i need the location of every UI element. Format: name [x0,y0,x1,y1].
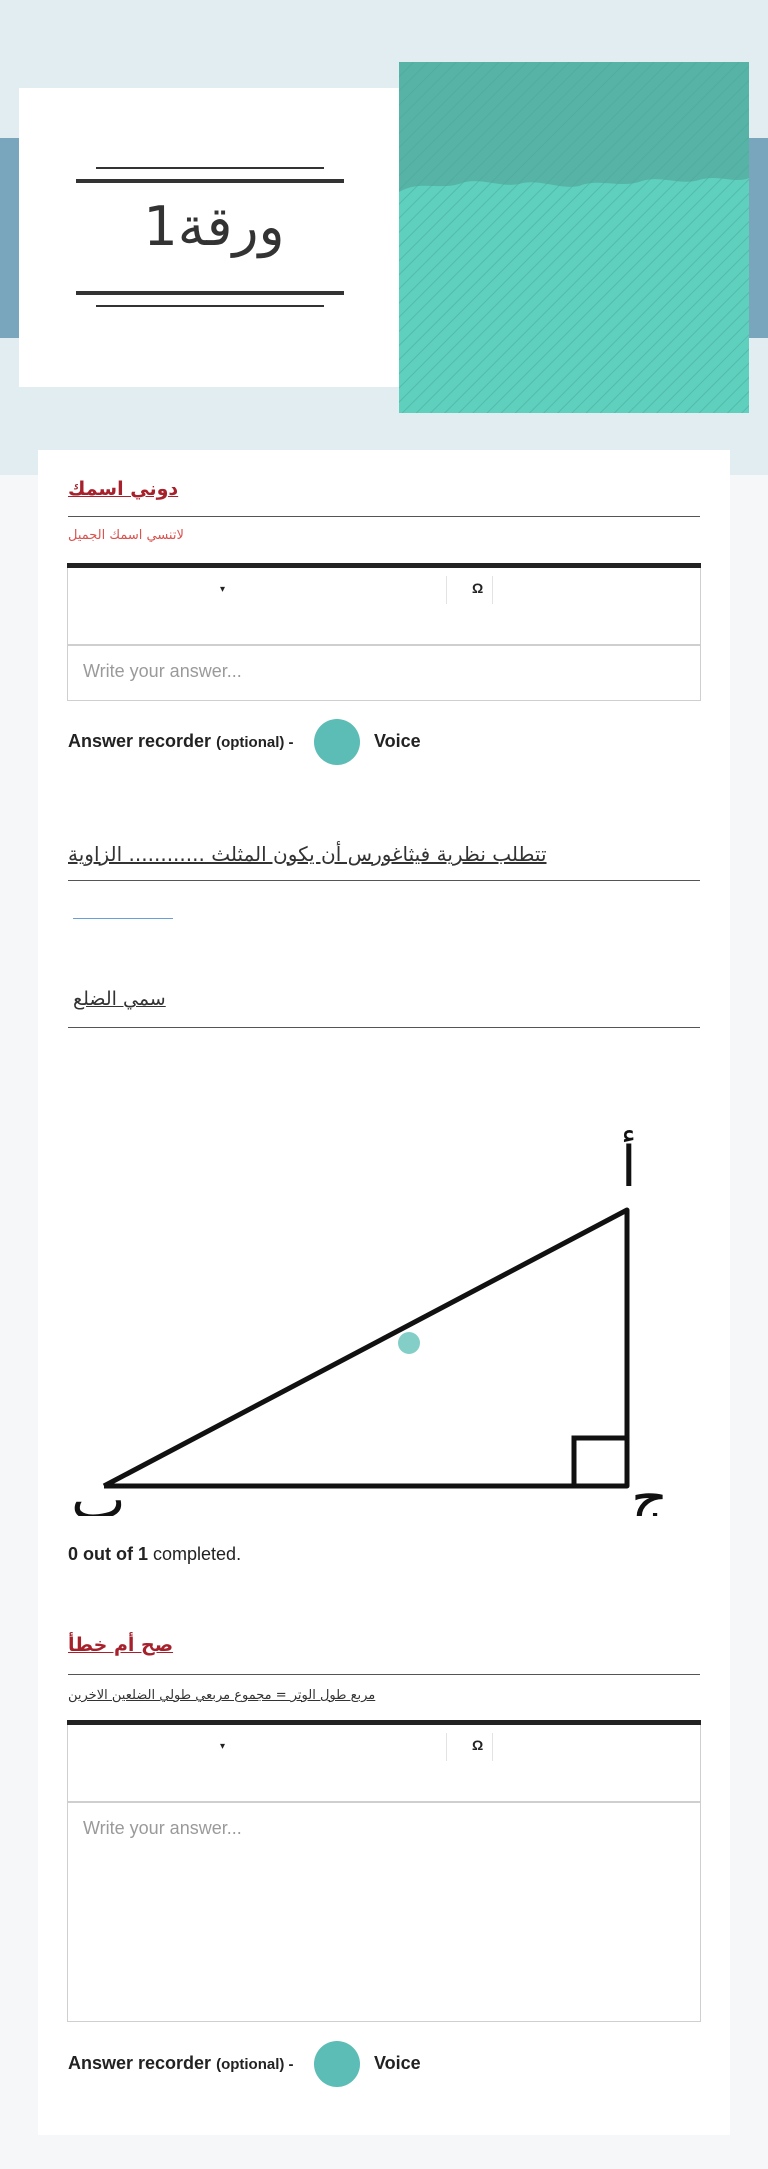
page-title: ورقة1 [143,195,285,258]
right-angle-marker [574,1438,627,1486]
record-voice-button[interactable] [314,719,360,765]
title-rule-bottom-thick [76,291,344,295]
question-2-rule [68,880,700,881]
question-1-editor-toolbar [67,563,701,645]
question-2-title: تتطلب نظرية فيثاغورس أن يكون المثلث ............ الزاوية [68,842,547,866]
editor-toolbar [68,1725,700,1767]
cover-image [399,62,749,413]
title-card [19,88,409,387]
hypotenuse-hotspot[interactable] [398,1332,420,1354]
title-rule-top-thick [76,179,344,183]
right-triangle-diagram [66,1046,726,1516]
question-4-answer-input[interactable] [67,1802,701,2022]
triangle-figure[interactable] [66,1046,726,1516]
caret-down-icon[interactable]: ▾ [220,584,226,595]
question-2-blank-answer[interactable] [73,918,173,919]
question-1-rule [68,516,700,517]
question-4-rule [68,1674,700,1675]
toolbar-separator [492,1733,493,1761]
vertex-a-label: أ [621,1135,637,1200]
special-characters-button[interactable]: Ω [472,580,484,596]
recorder-label: Answer recorder (optional) - [68,731,294,751]
title-rule-bottom-thin [96,305,324,307]
caret-down-icon[interactable]: ▾ [220,1741,226,1752]
answer-placeholder: Write your answer... [83,661,242,681]
toolbar-separator [492,576,493,604]
special-characters-button[interactable]: Ω [472,1737,484,1753]
toolbar-separator [446,1733,447,1761]
voice-label: Voice [374,2053,421,2073]
hotspot-progress: 0 out of 1 completed. [68,1544,242,1564]
question-4-title: صح أم خطأ [68,1634,174,1656]
question-3-title: سمي الضلع [73,988,166,1010]
question-1-answer-recorder [68,719,468,765]
question-4-statement: مربع طول الوتر = مجموع مربعي طولي الضلعين الاخرين [68,1688,376,1703]
question-1-hint: لاتنسي اسمك الجميل [68,528,184,543]
question-4-editor-toolbar [67,1720,701,1802]
question-1-title: دوني اسمك [68,478,179,500]
vertex-c-label: ج [631,1464,669,1516]
question-3-rule [68,1027,700,1028]
title-rule-top-thin [96,167,324,169]
cover-pattern [399,62,749,413]
voice-label: Voice [374,731,421,751]
recorder-label: Answer recorder (optional) - [68,2053,294,2073]
editor-toolbar [68,568,700,610]
question-1-answer-input[interactable] [67,645,701,701]
question-4-answer-recorder [68,2041,468,2087]
vertex-b-label: ب [71,1465,126,1516]
triangle-outline [104,1210,627,1486]
toolbar-separator [446,576,447,604]
worksheet-card [38,450,730,2135]
answer-placeholder: Write your answer... [83,1818,242,1838]
record-voice-button[interactable] [314,2041,360,2087]
